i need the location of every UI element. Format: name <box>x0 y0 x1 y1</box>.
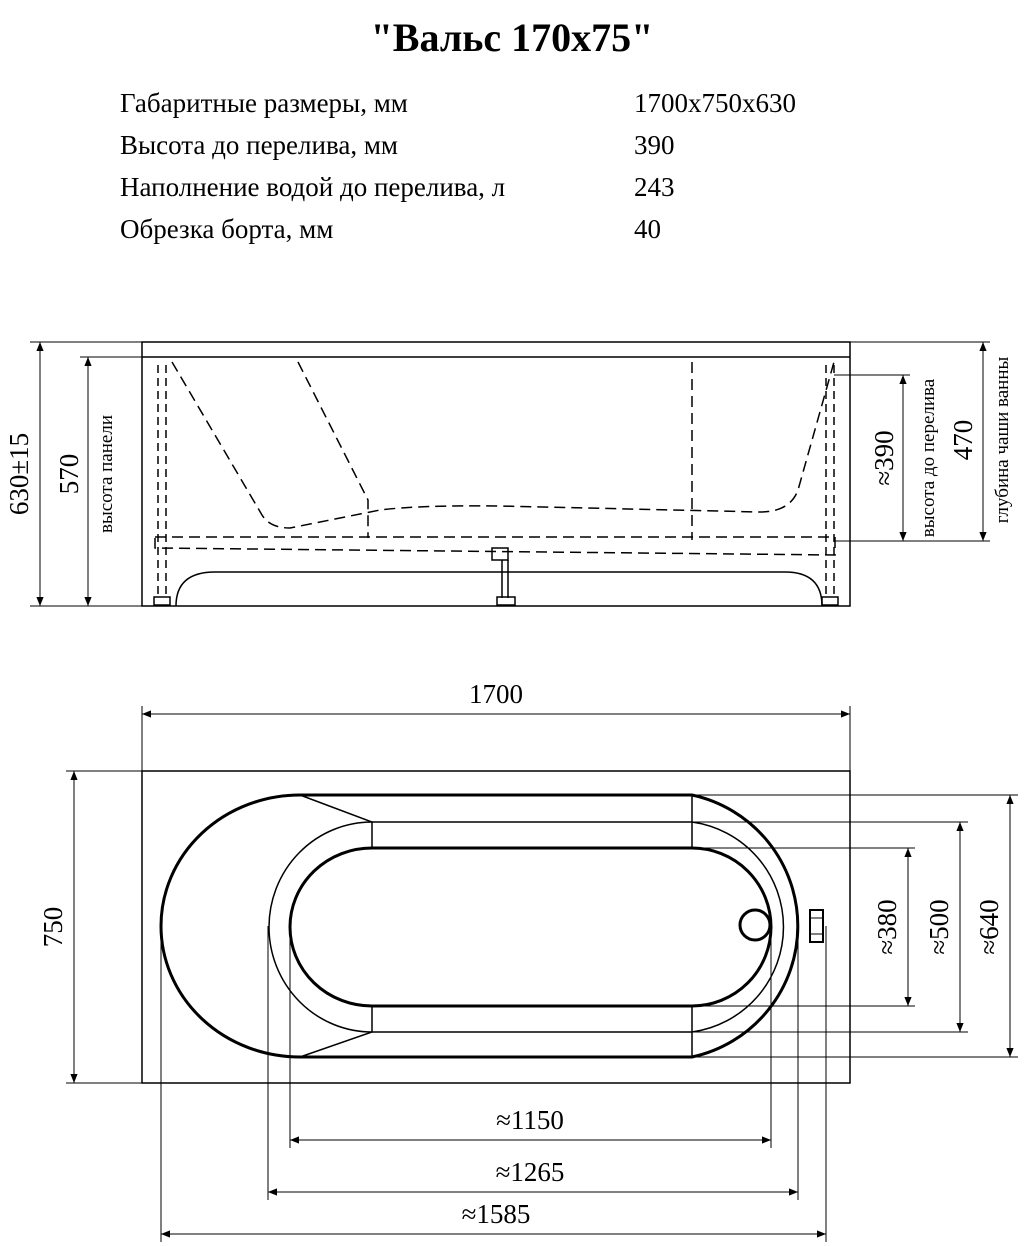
spec-value: 390 <box>634 130 675 160</box>
left-leg <box>154 365 170 605</box>
bowl-rim <box>161 795 798 1057</box>
support-frame <box>155 537 835 555</box>
spec-value: 40 <box>634 214 661 244</box>
bowl-inner-contour <box>269 822 372 1032</box>
spec-value: 1700х750х630 <box>634 88 796 118</box>
side-view-outline <box>142 342 850 606</box>
length-label: 1700 <box>469 679 523 709</box>
product-title: "Вальс 170х75" <box>370 15 654 60</box>
side-view <box>142 342 850 606</box>
panel-height-caption: высота панели <box>96 415 117 533</box>
panel-cutout <box>176 572 822 606</box>
inner-length-1-label: ≈1150 <box>496 1105 564 1135</box>
right-leg <box>822 365 838 605</box>
spec-label: Габаритные размеры, мм <box>120 88 408 118</box>
center-leg <box>497 560 515 605</box>
spec-label: Высота до перелива, мм <box>120 130 399 160</box>
overflow-height-caption: высота до перелива <box>918 378 939 538</box>
bowl-depth-label: 470 <box>948 419 978 461</box>
panel-height-label: 570 <box>54 453 84 495</box>
top-view <box>142 771 850 1083</box>
overflow-height-label: ≈390 <box>869 430 899 486</box>
width-label: 750 <box>38 906 68 948</box>
spec-value: 243 <box>634 172 675 202</box>
bowl-outline <box>172 362 834 528</box>
bowl-depth-caption: глубина чаши ванны <box>992 356 1013 524</box>
overflow-icon <box>810 910 823 942</box>
headrest-line <box>300 795 372 848</box>
bowl-bottom <box>290 848 771 1006</box>
total-height-label: 630±15 <box>4 432 34 516</box>
drain-icon <box>740 910 770 940</box>
inner-width-2-label: ≈500 <box>924 899 954 955</box>
inner-width-1-label: ≈380 <box>872 899 902 955</box>
inner-width-3-label: ≈640 <box>974 899 1004 955</box>
inner-length-3-label: ≈1585 <box>461 1199 531 1229</box>
drain <box>492 548 508 560</box>
spec-label: Наполнение водой до перелива, л <box>120 172 506 202</box>
spec-label: Обрезка борта, мм <box>120 214 334 244</box>
bowl-inner-line <box>298 362 368 538</box>
inner-length-2-label: ≈1265 <box>495 1157 565 1187</box>
